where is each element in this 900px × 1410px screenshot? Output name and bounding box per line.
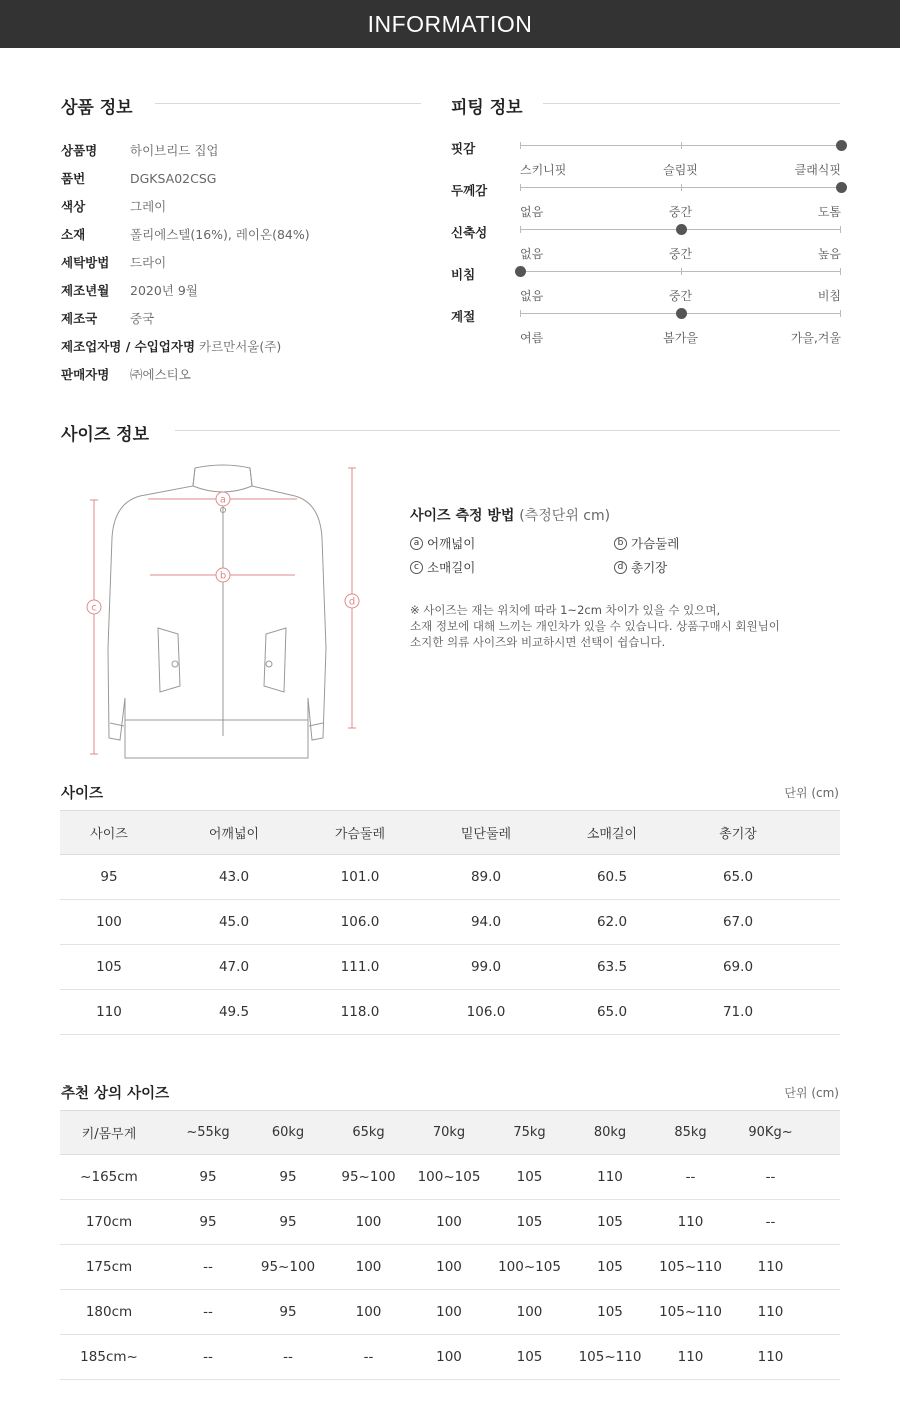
header-cell: 65kg — [352, 1125, 385, 1140]
table-cell: 106.0 — [340, 914, 380, 930]
header-cell: ~55kg — [186, 1125, 230, 1140]
fit-option-high: 가을,겨울 — [790, 331, 841, 345]
table-cell: 65.0 — [722, 869, 754, 885]
table-cell: ~165cm — [80, 1169, 138, 1185]
fit-track — [520, 271, 841, 303]
table-cell: 106.0 — [466, 1004, 506, 1020]
note-line: ※ 사이즈는 재는 위치에 따라 1~2cm 차이가 있을 수 있으며, — [410, 603, 721, 617]
mark-c-label: c — [91, 602, 97, 614]
info-value: 드라이 — [130, 255, 167, 270]
fit-scale-fit — [451, 137, 841, 179]
table-cell: 105 — [597, 1304, 623, 1320]
measure-item-shoulder — [410, 534, 475, 552]
table-cell: 62.0 — [596, 914, 628, 930]
table-cell: 105 — [516, 1214, 543, 1230]
header-cell: 키/몸무게 — [81, 1127, 137, 1142]
table-cell: 100 — [516, 1304, 543, 1320]
info-key: 제조년월 — [61, 283, 110, 298]
fit-option-high: 도톰 — [817, 205, 841, 219]
info-value: 하이브리드 집업 — [130, 143, 219, 158]
fit-tick — [520, 310, 521, 317]
product-info-table — [61, 136, 310, 388]
mark-circle-icon: b — [614, 537, 627, 550]
info-value: 2020년 9월 — [130, 283, 198, 298]
fit-option-mid: 중간 — [668, 247, 693, 261]
table-cell: 67.0 — [722, 914, 754, 930]
fit-tick — [520, 184, 521, 191]
table-cell: -- — [765, 1214, 776, 1230]
table-cell: 110 — [757, 1259, 784, 1275]
measure-label: 가슴둘레 — [631, 536, 680, 551]
info-row-material — [61, 220, 310, 248]
table-cell: 100 — [355, 1214, 382, 1230]
table-cell: 95~100 — [260, 1259, 316, 1275]
fit-indicator-dot — [515, 266, 526, 277]
fit-scale-sheer — [451, 263, 841, 305]
fit-scale-season — [451, 305, 841, 347]
table-cell: 110 — [757, 1304, 784, 1320]
table-cell: 95 — [279, 1304, 297, 1320]
fit-tick — [840, 310, 841, 317]
header-cell: 85kg — [674, 1125, 707, 1140]
size-row — [60, 855, 840, 900]
fit-indicator-dot — [676, 308, 687, 319]
rec-row — [60, 1245, 840, 1290]
fitting-info-divider — [543, 103, 840, 104]
table-cell: 110 — [96, 1004, 122, 1020]
note-line: 소재 정보에 대해 느끼는 개인차가 있을 수 있습니다. 상품구매시 회원님이 — [410, 619, 780, 633]
table-cell: -- — [685, 1169, 696, 1185]
jacket-diagram — [80, 458, 380, 763]
table-cell: 105 — [516, 1169, 543, 1185]
info-key: 색상 — [61, 199, 86, 214]
information-banner — [0, 0, 900, 48]
measure-label: 총기장 — [631, 560, 668, 575]
size-table — [60, 810, 840, 1035]
table-cell: -- — [203, 1259, 213, 1275]
rec-row — [60, 1155, 840, 1200]
measure-title-text: 사이즈 측정 방법 — [410, 508, 515, 524]
table-cell: 105~110 — [659, 1304, 722, 1320]
table-cell: 100 — [436, 1259, 462, 1275]
fit-option-low: 스키니핏 — [520, 163, 567, 177]
product-info-divider — [155, 103, 421, 104]
info-key: 제조국 — [61, 311, 98, 326]
table-cell: -- — [203, 1349, 213, 1365]
table-header — [60, 1110, 840, 1155]
table-cell: 100 — [355, 1259, 382, 1275]
mark-circle-icon: d — [614, 561, 627, 574]
measure-item-chest — [614, 534, 679, 552]
fit-option-low: 여름 — [520, 331, 544, 345]
header-cell: 80kg — [593, 1125, 627, 1140]
fit-option-mid: 중간 — [668, 205, 693, 219]
header-cell: 70kg — [432, 1125, 466, 1140]
table-cell: 110 — [597, 1169, 623, 1185]
info-row-code — [61, 164, 310, 192]
info-key: 소재 — [61, 227, 86, 242]
fit-option-mid: 봄가을 — [663, 331, 698, 345]
fit-track — [520, 187, 841, 219]
table-cell: 100 — [96, 914, 122, 930]
header-cell: 어깨넓이 — [208, 827, 260, 842]
header-cell: 75kg — [513, 1125, 546, 1140]
info-value: 카르만서울(주) — [199, 339, 282, 354]
fit-option-high: 클래식핏 — [794, 163, 841, 177]
fit-option-high: 비침 — [817, 289, 841, 303]
info-row-wash — [61, 248, 310, 276]
measure-item-sleeve — [410, 558, 475, 576]
mark-circle-icon: a — [410, 537, 423, 550]
size-note — [410, 602, 850, 650]
table-cell: 170cm — [85, 1214, 133, 1230]
info-value: 폴리에스텔(16%), 레이온(84%) — [130, 227, 310, 242]
table-cell: 89.0 — [470, 869, 502, 885]
table-cell: -- — [203, 1304, 213, 1320]
info-key: 제조업자명 / 수입업자명 — [61, 339, 196, 354]
fit-label: 두께감 — [451, 183, 488, 198]
table-cell: 100 — [436, 1349, 462, 1365]
fit-track — [520, 145, 841, 177]
info-key: 판매자명 — [61, 367, 110, 382]
mark-d-label: d — [348, 596, 356, 608]
table-cell: 60.5 — [596, 869, 628, 885]
rec-size-table — [60, 1110, 840, 1380]
table-cell: 105 — [597, 1259, 623, 1275]
fit-indicator-dot — [836, 140, 847, 151]
info-value: 그레이 — [130, 199, 167, 214]
measure-label: 어깨넓이 — [427, 536, 476, 551]
table-cell: -- — [363, 1349, 374, 1365]
table-cell: 63.5 — [596, 959, 628, 975]
table-cell: 95 — [279, 1169, 297, 1185]
table-cell: 47.0 — [218, 959, 250, 975]
table-cell: 49.5 — [218, 1004, 250, 1020]
banner-title: INFORMATION — [367, 10, 533, 37]
info-value: ㈜에스티오 — [130, 367, 191, 382]
fit-tick — [840, 226, 841, 233]
fit-option-high: 높음 — [817, 247, 841, 261]
info-key: 상품명 — [61, 143, 98, 158]
table-cell: -- — [283, 1349, 293, 1365]
mark-circle-icon: c — [410, 561, 423, 574]
table-cell: 71.0 — [722, 1004, 754, 1020]
header-cell: 90Kg~ — [748, 1125, 793, 1140]
table-cell: 69.0 — [722, 959, 754, 975]
table-cell: 118.0 — [340, 1004, 380, 1020]
fit-tick — [681, 268, 682, 275]
table-cell: 180cm — [85, 1304, 133, 1320]
size-info-divider — [175, 430, 840, 431]
table-header — [60, 810, 840, 855]
table-cell: 105 — [516, 1349, 543, 1365]
rec-table-unit: 단위 (cm) — [784, 1086, 839, 1100]
fit-tick — [520, 142, 521, 149]
table-cell: 100 — [436, 1214, 462, 1230]
fit-tick — [840, 268, 841, 275]
fit-scale-thickness — [451, 179, 841, 221]
rec-row — [60, 1290, 840, 1335]
table-cell: 95 — [100, 869, 118, 885]
table-cell: 45.0 — [218, 914, 250, 930]
measure-title — [410, 505, 610, 525]
table-cell: 100~105 — [417, 1169, 481, 1185]
table-cell: 175cm — [85, 1259, 133, 1275]
table-cell: 105~110 — [659, 1259, 722, 1275]
header-cell: 총기장 — [719, 827, 757, 842]
header-cell: 밑단둘레 — [460, 827, 512, 842]
table-cell: -- — [765, 1169, 776, 1185]
rec-row — [60, 1335, 840, 1380]
table-cell: 95 — [199, 1214, 217, 1230]
rec-table-title: 추천 상의 사이즈 — [61, 1086, 170, 1102]
fit-track — [520, 229, 841, 261]
info-key: 세탁방법 — [61, 255, 110, 270]
fit-indicator-dot — [676, 224, 687, 235]
table-cell: 99.0 — [470, 959, 502, 975]
table-cell: 100 — [436, 1304, 462, 1320]
fit-tick — [681, 184, 682, 191]
info-value: DGKSA02CSG — [130, 170, 217, 186]
fit-option-mid: 중간 — [668, 289, 693, 303]
header-cell: 사이즈 — [90, 827, 128, 842]
table-cell: 95 — [279, 1214, 297, 1230]
info-row-maker — [61, 332, 310, 360]
info-row-name — [61, 136, 310, 164]
measure-item-length — [614, 558, 667, 576]
fit-option-low: 없음 — [520, 289, 544, 303]
fit-indicator-dot — [836, 182, 847, 193]
table-cell: 100~105 — [498, 1259, 561, 1275]
table-cell: 43.0 — [218, 869, 250, 885]
table-cell: 100 — [355, 1304, 382, 1320]
table-cell: 110 — [757, 1349, 784, 1365]
fitting-info-title: 피팅 정보 — [451, 98, 523, 118]
info-row-seller — [61, 360, 310, 388]
info-row-color — [61, 192, 310, 220]
mark-b-label: b — [219, 570, 227, 582]
mark-a-label: a — [219, 494, 227, 506]
info-value: 중국 — [130, 311, 155, 326]
fit-option-mid: 슬림핏 — [663, 163, 698, 177]
fit-label: 신축성 — [451, 225, 488, 240]
size-info-title: 사이즈 정보 — [61, 425, 150, 445]
table-cell: 110 — [677, 1214, 704, 1230]
fit-label: 핏감 — [451, 141, 476, 156]
size-row — [60, 990, 840, 1035]
table-cell: 95~100 — [341, 1169, 396, 1185]
table-cell: 185cm~ — [80, 1349, 138, 1365]
fit-option-low: 없음 — [520, 247, 544, 261]
table-cell: 111.0 — [340, 959, 380, 975]
header-cell: 소매길이 — [586, 827, 638, 842]
header-cell: 가슴둘레 — [334, 827, 386, 842]
header-cell: 60kg — [271, 1125, 305, 1140]
fit-tick — [520, 226, 521, 233]
table-cell: 105 — [597, 1214, 623, 1230]
fit-label: 비침 — [451, 267, 476, 282]
table-cell: 101.0 — [340, 869, 380, 885]
table-cell: 95 — [199, 1169, 217, 1185]
info-row-country — [61, 304, 310, 332]
fit-tick — [681, 142, 682, 149]
note-line: 소지한 의류 사이즈와 비교하시면 선택이 쉽습니다. — [410, 635, 666, 649]
fit-track — [520, 313, 841, 345]
fit-label: 계절 — [451, 309, 476, 324]
table-cell: 94.0 — [470, 914, 502, 930]
size-table-title: 사이즈 — [61, 786, 104, 802]
fit-option-low: 없음 — [520, 205, 544, 219]
fit-scale-stretch — [451, 221, 841, 263]
table-cell: 105 — [96, 959, 122, 975]
table-cell: 65.0 — [596, 1004, 628, 1020]
measure-label: 소매길이 — [427, 560, 476, 575]
table-cell: 105~110 — [578, 1349, 642, 1365]
product-info-title: 상품 정보 — [61, 98, 133, 118]
table-cell: 110 — [677, 1349, 704, 1365]
info-key: 품번 — [61, 171, 86, 186]
rec-row — [60, 1200, 840, 1245]
size-row — [60, 900, 840, 945]
info-row-date — [61, 276, 310, 304]
size-table-unit: 단위 (cm) — [784, 786, 839, 800]
measure-unit: (측정단위 cm) — [519, 508, 611, 524]
size-row — [60, 945, 840, 990]
